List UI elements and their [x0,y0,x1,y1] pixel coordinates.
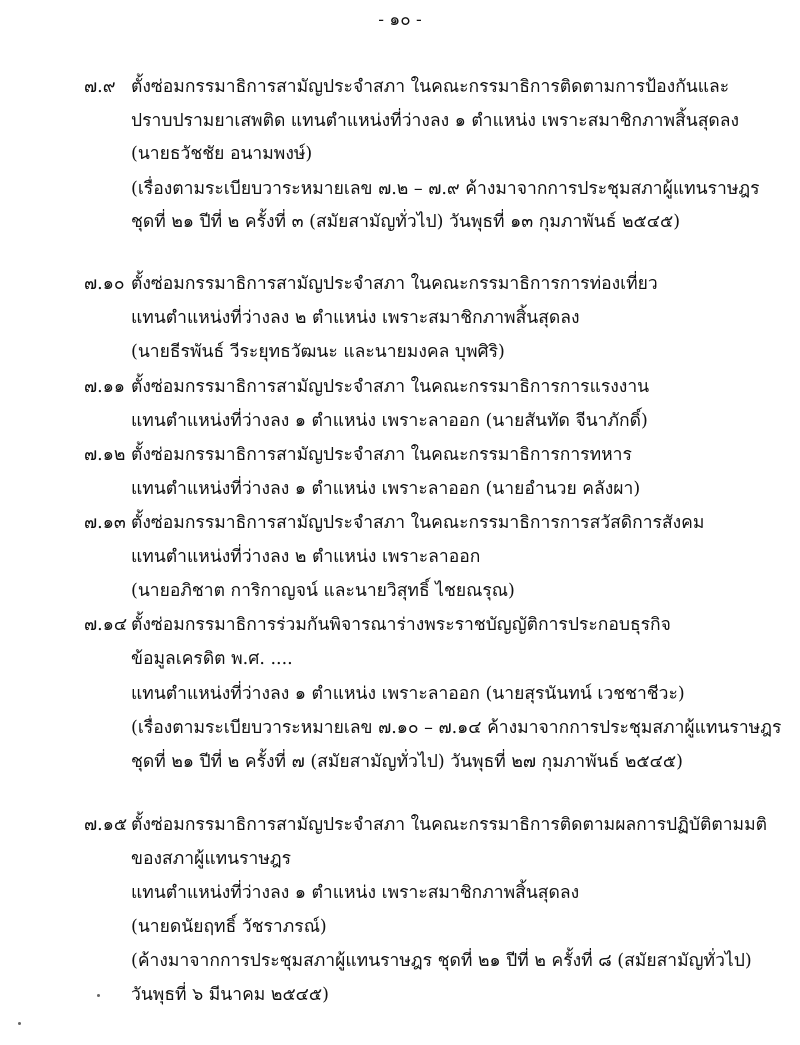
scan-speck [97,994,100,997]
item-line: วันพุธที่ ๖ มีนาคม ๒๕๔๕) [131,985,330,1005]
scan-speck [18,1022,21,1025]
item-number: ๗.๑๓ [84,513,126,533]
item-line: ตั้งซ่อมกรรมาธิการร่วมกันพิจารณาร่างพระราชบัญญัติการประกอบธุรกิจ [131,615,671,635]
item-line: (ค้างมาจากการประชุมสภาผู้แทนราษฎร ชุดที่ ๒๑ ปีที่ ๒ ครั้งที่ ๘ (สมัยสามัญทั่วไป) [131,951,752,971]
item-line: (นายดนัยฤทธิ์ วัชราภรณ์) [131,917,327,937]
item-line: แทนตำแหน่งที่ว่างลง ๑ ตำแหน่ง เพราะลาออก (นายสุรนันทน์ เวชชาชีวะ) [131,684,685,704]
item-number: ๗.๙ [84,77,116,97]
item-line: (เรื่องตามระเบียบวาระหมายเลข ๗.๑๐ – ๗.๑๔ ค้างมาจากการประชุมสภาผู้แทนราษฎร [131,718,782,738]
item-number: ๗.๑๑ [84,377,125,397]
item-number: ๗.๑๒ [84,445,126,465]
item-line: ชุดที่ ๒๑ ปีที่ ๒ ครั้งที่ ๓ (สมัยสามัญทั่วไป) วันพุธที่ ๑๓ กุมภาพันธ์ ๒๕๔๕) [131,212,681,232]
item-number: ๗.๑๕ [84,815,128,835]
item-line: ตั้งซ่อมกรรมาธิการสามัญประจำสภา ในคณะกรรมาธิการติดตามผลการปฏิบัติตามมติ [131,815,767,835]
item-line: แทนตำแหน่งที่ว่างลง ๑ ตำแหน่ง เพราะลาออก (นายอำนวย คลังผา) [131,479,641,499]
item-line: (เรื่องตามระเบียบวาระหมายเลข ๗.๒ – ๗.๙ ค้างมาจากการประชุมสภาผู้แทนราษฎร [131,179,760,199]
item-line: แทนตำแหน่งที่ว่างลง ๒ ตำแหน่ง เพราะลาออก [131,547,481,567]
item-line: ของสภาผู้แทนราษฎร [131,849,292,869]
page-number: - ๑๐ - [378,10,422,30]
item-number: ๗.๑๔ [84,615,128,635]
item-line: แทนตำแหน่งที่ว่างลง ๑ ตำแหน่ง เพราะลาออก (นายสันทัด จีนาภักดิ์) [131,411,648,431]
item-number: ๗.๑๐ [84,274,125,294]
item-line: ตั้งซ่อมกรรมาธิการสามัญประจำสภา ในคณะกรรมาธิการการแรงงาน [131,377,650,397]
item-line: แทนตำแหน่งที่ว่างลง ๑ ตำแหน่ง เพราะสมาชิกภาพสิ้นสุดลง [131,883,580,903]
item-line: (นายธีรพันธ์ วีระยุทธวัฒนะ และนายมงคล บุพศิริ) [131,342,505,362]
item-line: ข้อมูลเครดิต พ.ศ. .... [131,649,293,669]
item-line: ตั้งซ่อมกรรมาธิการสามัญประจำสภา ในคณะกรรมาธิการการสวัสดิการสังคม [131,513,705,533]
item-line: ชุดที่ ๒๑ ปีที่ ๒ ครั้งที่ ๗ (สมัยสามัญทั่วไป) วันพุธที่ ๒๗ กุมภาพันธ์ ๒๕๔๕) [131,752,683,772]
item-line: ตั้งซ่อมกรรมาธิการสามัญประจำสภา ในคณะกรรมาธิการการท่องเที่ยว [131,274,658,294]
item-line: ตั้งซ่อมกรรมาธิการสามัญประจำสภา ในคณะกรรมาธิการการทหาร [131,445,632,465]
item-line: (นายธวัชชัย อนามพงษ์) [131,144,313,164]
item-line: แทนตำแหน่งที่ว่างลง ๒ ตำแหน่ง เพราะสมาชิกภาพสิ้นสุดลง [131,308,580,328]
item-line: ปราบปรามยาเสพติด แทนตำแหน่งที่ว่างลง ๑ ตำแหน่ง เพราะสมาชิกภาพสิ้นสุดลง [131,111,740,131]
item-line: (นายอภิชาต การิกาญจน์ และนายวิสุทธิ์ ไชยณรุณ) [131,581,515,601]
item-line: ตั้งซ่อมกรรมาธิการสามัญประจำสภา ในคณะกรรมาธิการติดตามการป้องกันและ [131,77,730,97]
